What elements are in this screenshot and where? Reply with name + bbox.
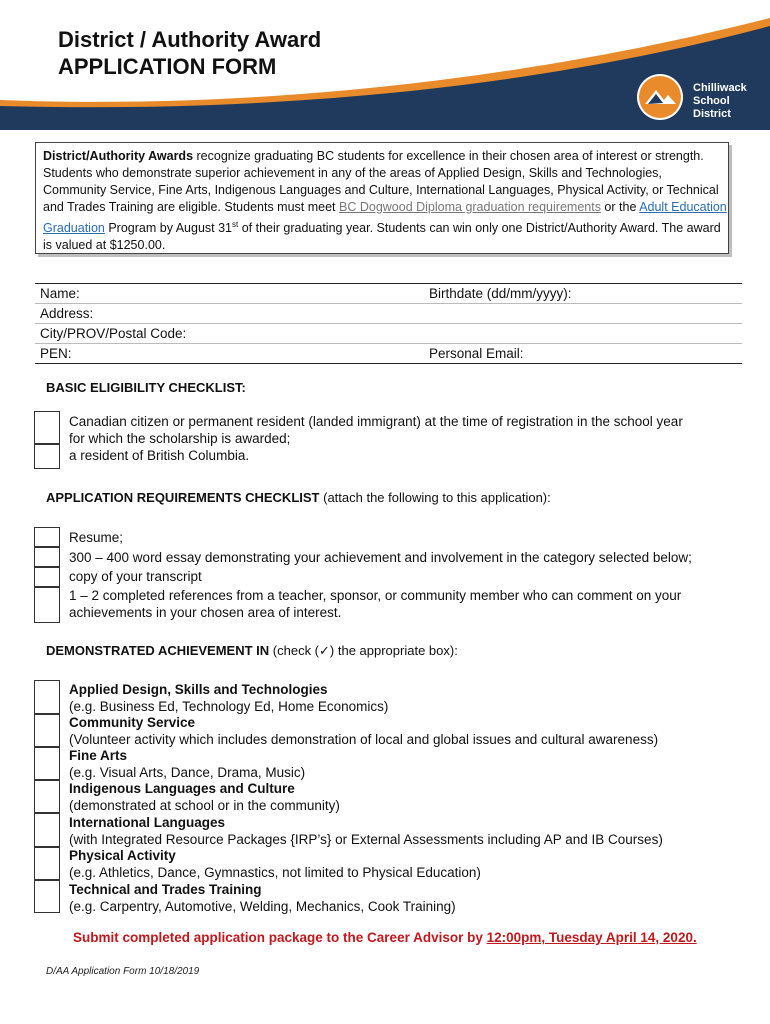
form-footer: D/AA Application Form 10/18/2019 [46,966,200,977]
logo-line-1: Chilliwack [693,82,747,94]
requirement-checkbox-4[interactable] [34,587,60,623]
requirements-heading: APPLICATION REQUIREMENTS CHECKLIST (attach the following to this application): [46,490,551,505]
requirement-item-4: 1 – 2 completed references from a teacher, sponsor, or community member who can comment on your achievements in your chosen area of interest. [69,588,682,620]
name-field[interactable]: Name: [40,286,80,301]
birthdate-field[interactable]: Birthdate (dd/mm/yyyy): [429,286,572,301]
email-field[interactable]: Personal Email: [429,346,524,361]
logo-line-2: School District [693,95,731,120]
adult-grad-link[interactable]: Adult Education Graduation [43,200,727,236]
address-field[interactable]: Address: [40,306,94,321]
field-row [35,284,742,304]
achievement-item-7: Technical and Trades Training (e.g. Carpentry, Automotive, Welding, Mechanics, Cook Training) [69,882,456,914]
intro-text-1: recognize graduating BC students for excellence in their chosen area of interest or strength. Students who demonstrate superior achievement in any of the areas of Applied Design, Skills and Technologies, Community Service, Fine Arts, Indigenous Languages and Culture, International Languages, Physical Activity, or Technical and Trades Training are eligible. Students must meet [43,149,719,214]
achievement-checkbox-1[interactable] [34,680,60,714]
requirement-item-2: 300 – 400 word essay demonstrating your achievement and involvement in the category selected below; [69,550,692,565]
achievement-checkbox-3[interactable] [34,747,60,780]
mountain-logo-icon [637,74,683,120]
achievement-item-3: Fine Arts (e.g. Visual Arts, Dance, Drama, Music) [69,748,306,780]
eligibility-item-1: Canadian citizen or permanent resident (landed immigrant) at the time of registration in the school year for which the scholarship is awarded; [69,414,683,446]
intro-box [35,142,729,254]
achievement-checkbox-7[interactable] [34,880,60,913]
requirement-item-1: Resume; [69,530,124,545]
field-row [35,344,742,363]
field-row [35,304,742,324]
requirement-checkbox-3[interactable] [34,567,60,587]
achievement-checkbox-6[interactable] [34,847,60,880]
intro-lead: District/Authority Awards [43,149,194,163]
eligibility-item-2: a resident of British Columbia. [69,448,250,463]
eligibility-heading: BASIC ELIGIBILITY CHECKLIST: [46,380,246,395]
eligibility-checkbox-2[interactable] [34,444,60,469]
intro-text-4: of their graduating year. Students can win only one District/Authority Award. The award is valued at $1250.00. [43,221,721,253]
eligibility-checkbox-1[interactable] [34,411,60,444]
achievement-checkbox-2[interactable] [34,714,60,747]
page-header [0,0,770,130]
requirement-checkbox-1[interactable] [34,527,60,547]
title-line-1: District / Authority Award [58,27,322,52]
achievement-item-4: Indigenous Languages and Culture (demonstrated at school or in the community) [69,781,340,813]
intro-sup: st [232,220,239,229]
page-title [58,26,321,80]
requirement-checkbox-2[interactable] [34,547,60,567]
field-row [35,324,742,344]
achievement-checkbox-4[interactable] [34,780,60,813]
applicant-fields [35,283,742,364]
city-field[interactable]: City/PROV/Postal Code: [40,326,187,341]
dogwood-link[interactable]: BC Dogwood Diploma graduation requirements [339,200,601,214]
title-line-2: APPLICATION FORM [58,54,277,79]
intro-text-3: Program by August 31 [104,221,233,236]
achievement-item-6: Physical Activity (e.g. Athletics, Dance, Gymnastics, not limited to Physical Education) [69,848,481,880]
achievement-checkbox-5[interactable] [34,813,60,847]
achievement-item-2: Community Service (Volunteer activity which includes demonstration of local and global issues and cultural awareness) [69,715,659,747]
achievement-heading: DEMONSTRATED ACHIEVEMENT IN (check (✓) the appropriate box): [46,643,458,658]
intro-text-2: or the [600,200,640,214]
achievement-item-5: International Languages (with Integrated Resource Packages {IRP’s} or External Assessments including AP and IB Courses) [69,815,663,847]
achievement-item-1: Applied Design, Skills and Technologies (e.g. Business Ed, Technology Ed, Home Economics) [69,682,389,714]
submit-notice: Submit completed application package to the Career Advisor by 12:00pm, Tuesday April 14, 2020. [73,930,697,945]
submit-deadline: 12:00pm, Tuesday April 14, 2020. [486,930,697,945]
district-logo [637,72,767,120]
pen-field[interactable]: PEN: [40,346,72,361]
requirement-item-3: copy of your transcript [69,569,202,584]
